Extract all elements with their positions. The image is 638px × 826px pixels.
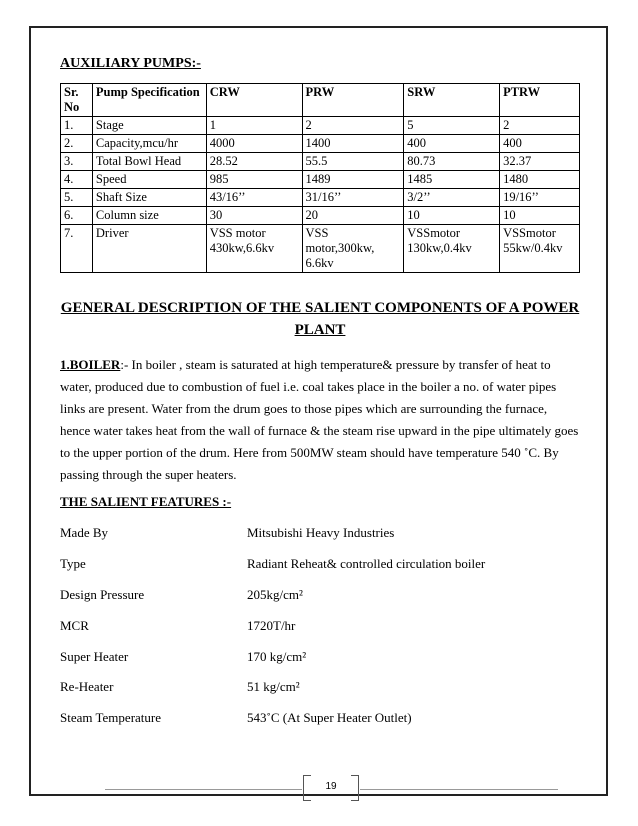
footer-bracket-left (303, 775, 311, 801)
header-cell: PTRW (500, 84, 580, 117)
table-cell: 2. (61, 135, 93, 153)
auxiliary-pumps-title: AUXILIARY PUMPS:- (60, 56, 201, 71)
table-row (61, 117, 580, 135)
feature-value: 205kg/cm² (247, 586, 303, 602)
table-cell: 1485 (404, 171, 500, 189)
feature-row (60, 610, 580, 641)
header-cell: CRW (206, 84, 302, 117)
table-cell: Stage (92, 117, 206, 135)
feature-label: Type (60, 556, 86, 572)
table-cell: VSSmotor 55kw/0.4kv (500, 225, 580, 273)
table-cell: 30 (206, 207, 302, 225)
table-cell: 1. (61, 117, 93, 135)
table-cell: 3. (61, 153, 93, 171)
table-cell: 7. (61, 225, 93, 273)
table-cell: 28.52 (206, 153, 302, 171)
footer-rule-left (105, 789, 302, 790)
table-row (61, 189, 580, 207)
table-cell: Capacity,mcu/hr (92, 135, 206, 153)
table-cell: VSS motor 430kw,6.6kv (206, 225, 302, 273)
table-cell: 10 (500, 207, 580, 225)
feature-label: Made By (60, 525, 109, 541)
table-cell: 6. (61, 207, 93, 225)
feature-value: 543˚C (At Super Heater Outlet) (247, 710, 412, 726)
table-cell: 20 (302, 207, 404, 225)
feature-row (60, 549, 580, 580)
table-header-row (61, 84, 580, 117)
table-cell: 2 (302, 117, 404, 135)
table-cell: 985 (206, 171, 302, 189)
feature-label: Re-Heater (60, 679, 114, 695)
table-cell: 1400 (302, 135, 404, 153)
salient-features-list (60, 518, 580, 734)
table-cell: 4000 (206, 135, 302, 153)
table-cell: 400 (404, 135, 500, 153)
header-cell: Pump Specification (92, 84, 206, 117)
feature-row (60, 672, 580, 703)
table-cell: 80.73 (404, 153, 500, 171)
table-cell: 1480 (500, 171, 580, 189)
table-cell: 55.5 (302, 153, 404, 171)
table-cell: 10 (404, 207, 500, 225)
table-cell: Total Bowl Head (92, 153, 206, 171)
feature-row (60, 518, 580, 549)
feature-label: Design Pressure (60, 586, 145, 602)
table-body (61, 84, 580, 273)
boiler-text: :- In boiler , steam is saturated at high temperature& pressure by transfer of heat to water, produced due to combustion of fuel i.e. coal takes place in the boiler a no. of water pipes links are present. Water from the drum goes to those pipes which are surrounding the furnace, hence water takes heat from the wall of furnace & the steam rise upward in the pipe ultimately goes to the upper portion of the drum. Here from 500MW steam should have temperature 540 ˚C. By passing through the super heaters. (60, 357, 579, 482)
table-cell: 3/2’’ (404, 189, 500, 207)
table-cell: 32.37 (500, 153, 580, 171)
table-cell: 19/16’’ (500, 189, 580, 207)
table-cell: 4. (61, 171, 93, 189)
feature-label: Super Heater (60, 648, 129, 664)
header-cell: PRW (302, 84, 404, 117)
table-cell: 1 (206, 117, 302, 135)
table-cell: 31/16’’ (302, 189, 404, 207)
table-row (61, 153, 580, 171)
table-cell: 1489 (302, 171, 404, 189)
table-cell: 43/16’’ (206, 189, 302, 207)
auxiliary-pumps-table (60, 83, 580, 273)
feature-label: Steam Temperature (60, 710, 162, 726)
feature-value: Mitsubishi Heavy Industries (247, 525, 395, 541)
table-row (61, 171, 580, 189)
table-cell: 5. (61, 189, 93, 207)
table-cell: VSSmotor 130kw,0.4kv (404, 225, 500, 273)
page-number: 19 (325, 781, 337, 792)
table-cell: 5 (404, 117, 500, 135)
feature-row (60, 641, 580, 672)
feature-value: Radiant Reheat& controlled circulation boiler (247, 556, 486, 572)
feature-label: MCR (60, 617, 89, 633)
table-cell: 2 (500, 117, 580, 135)
boiler-label: 1.BOILER (60, 357, 121, 372)
salient-features-title: THE SALIENT FEATURES :- (60, 494, 232, 509)
header-cell: SRW (404, 84, 500, 117)
table-cell: Column size (92, 207, 206, 225)
table-row (61, 135, 580, 153)
table-cell: Shaft Size (92, 189, 206, 207)
feature-row (60, 703, 580, 734)
table-row (61, 225, 580, 273)
table-cell: Driver (92, 225, 206, 273)
feature-row (60, 580, 580, 611)
feature-value: 170 kg/cm² (247, 648, 307, 664)
footer-rule-right (360, 789, 558, 790)
general-description-heading: GENERAL DESCRIPTION OF THE SALIENT COMPONENTS OF A POWER PLANT (60, 300, 580, 338)
feature-value: 51 kg/cm² (247, 679, 300, 695)
table-cell: Speed (92, 171, 206, 189)
table-cell: 400 (500, 135, 580, 153)
footer-bracket-right (351, 775, 359, 801)
header-cell: Sr. No (61, 84, 93, 117)
feature-value: 1720T/hr (247, 617, 296, 633)
page-content (60, 56, 580, 734)
boiler-paragraph (60, 354, 580, 486)
table-row (61, 207, 580, 225)
table-cell: VSS motor,300kw, 6.6kv (302, 225, 404, 273)
